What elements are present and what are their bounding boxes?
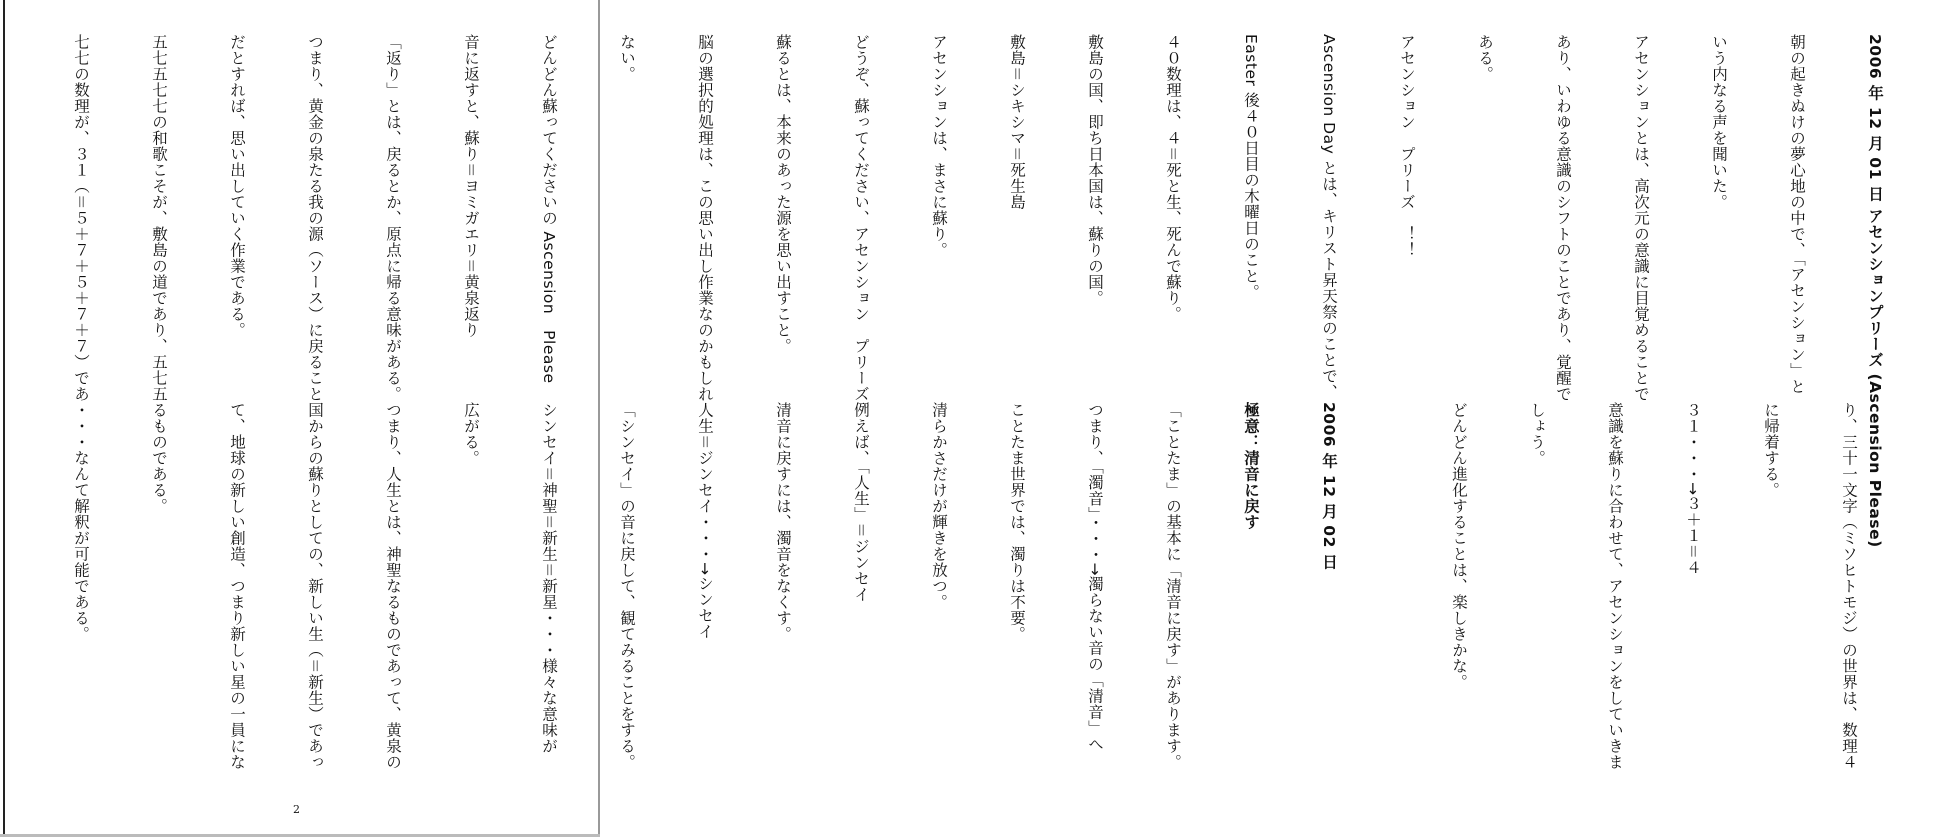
text-line: 音に返すと、蘇り＝ヨミガエリ＝黄泉返り	[462, 34, 480, 339]
entry-date: 2006 年 12 月 02 日	[1320, 402, 1338, 570]
text-line: どうぞ、蘇ってください、アセンション プリーズ。	[852, 34, 870, 418]
text-line: ・・・なんて解釈が可能である。	[72, 402, 90, 642]
text-line: いう内なる声を聞いた。	[1710, 34, 1728, 210]
text-line: 清音に戻すには、濁音をなくす。	[774, 402, 792, 642]
text-line: ある。	[1476, 34, 1494, 82]
text-line: Easter 後４０日目の木曜日のこと。	[1242, 34, 1260, 300]
text-line: るものである。	[150, 402, 168, 514]
page-number: 2	[293, 803, 300, 816]
text-line: つまり、人生とは、神聖なるものであって、黄泉の	[384, 402, 402, 770]
text-line: ３１・・・→３＋１＝４	[1684, 402, 1702, 576]
text-line: ない。	[618, 34, 636, 82]
text-line: どんどん進化することは、楽しきかな。	[1450, 402, 1468, 690]
text-line: て、地球の新しい創造、つまり新しい星の一員にな	[228, 402, 246, 770]
text-line: 五七五七七の和歌こそが、敷島の道であり、五七五	[150, 34, 168, 402]
text-line: 敷島の国、即ち日本国は、蘇りの国。	[1086, 34, 1104, 306]
text-line: 清らかさだけが輝きを放つ。	[930, 402, 948, 610]
text-line: アセンションとは、高次元の意識に目覚めることで	[1632, 34, 1650, 402]
text-line: だとすれば、思い出していく作業である。	[228, 34, 246, 338]
bottom-text-block	[42, 402, 1914, 802]
text-line: 広がる。	[462, 402, 480, 466]
text-line: 意識を蘇りに合わせて、アセンションをしていきま	[1606, 402, 1624, 770]
text-line: しょう。	[1528, 402, 1546, 466]
text-line: 「シンセイ」の音に戻して、観てみることをする。	[618, 402, 636, 770]
text-line: 人生＝ジンセイ・・・→シンセイ	[696, 402, 714, 640]
text-line: どんどん蘇ってくださいの Ascension Please	[540, 34, 558, 384]
text-line: あり、いわゆる意識のシフトのことであり、覚醒で	[1554, 34, 1572, 402]
text-line: 朝の起きぬけの夢心地の中で、「アセンション」と	[1788, 34, 1806, 395]
text-line: アセンションは、まさに蘇り。	[930, 34, 948, 258]
text-line: 例えば、「人生」＝ジンセイ	[852, 402, 870, 603]
text-line: 脳の選択的処理は、この思い出し作業なのかもしれ	[696, 34, 714, 402]
text-line: Ascension Day とは、キリスト昇天祭のことで、	[1320, 34, 1338, 400]
entry-heading: 2006 年 12 月 01 日 アセンションプリーズ (Ascension Please)	[1866, 34, 1884, 548]
entry-heading: 極意：清音に戻す	[1242, 402, 1260, 530]
text-line: つまり、「濁音」・・・→濁らない音の「清音」へ	[1086, 402, 1104, 752]
text-line: 蘇るとは、本来のあった源を思い出すこと。	[774, 34, 792, 354]
text-line: 「返り」とは、戻るとか、原点に帰る意味がある。	[384, 34, 402, 402]
text-line: に帰着する。	[1762, 402, 1780, 498]
text-line: 七七の数理が、３１（＝５＋７＋５＋７＋７）であ	[72, 34, 90, 403]
text-line: シンセイ＝神聖＝新生＝新星・・・様々な意味が	[540, 402, 558, 755]
text-line: り、三十一文字（ミソヒトモジ）の世界は、数理４	[1840, 402, 1858, 770]
text-line: 「ことたま」の基本に「清音に戻す」があります。	[1164, 402, 1182, 770]
text-line: ４０数理は、４＝死と生、死んで蘇り。	[1164, 34, 1182, 323]
text-line: 敷島＝シキシマ＝死生島	[1008, 34, 1026, 211]
text-line: つまり、黄金の泉たる我の源（ソース）に戻ること	[306, 34, 324, 402]
text-line: アセンション プリーズ ！！	[1398, 34, 1416, 258]
text-line: 国からの蘇りとしての、新しい生（＝新生）であっ	[306, 402, 324, 771]
text-line: ことたま世界では、濁りは不要。	[1008, 402, 1026, 642]
